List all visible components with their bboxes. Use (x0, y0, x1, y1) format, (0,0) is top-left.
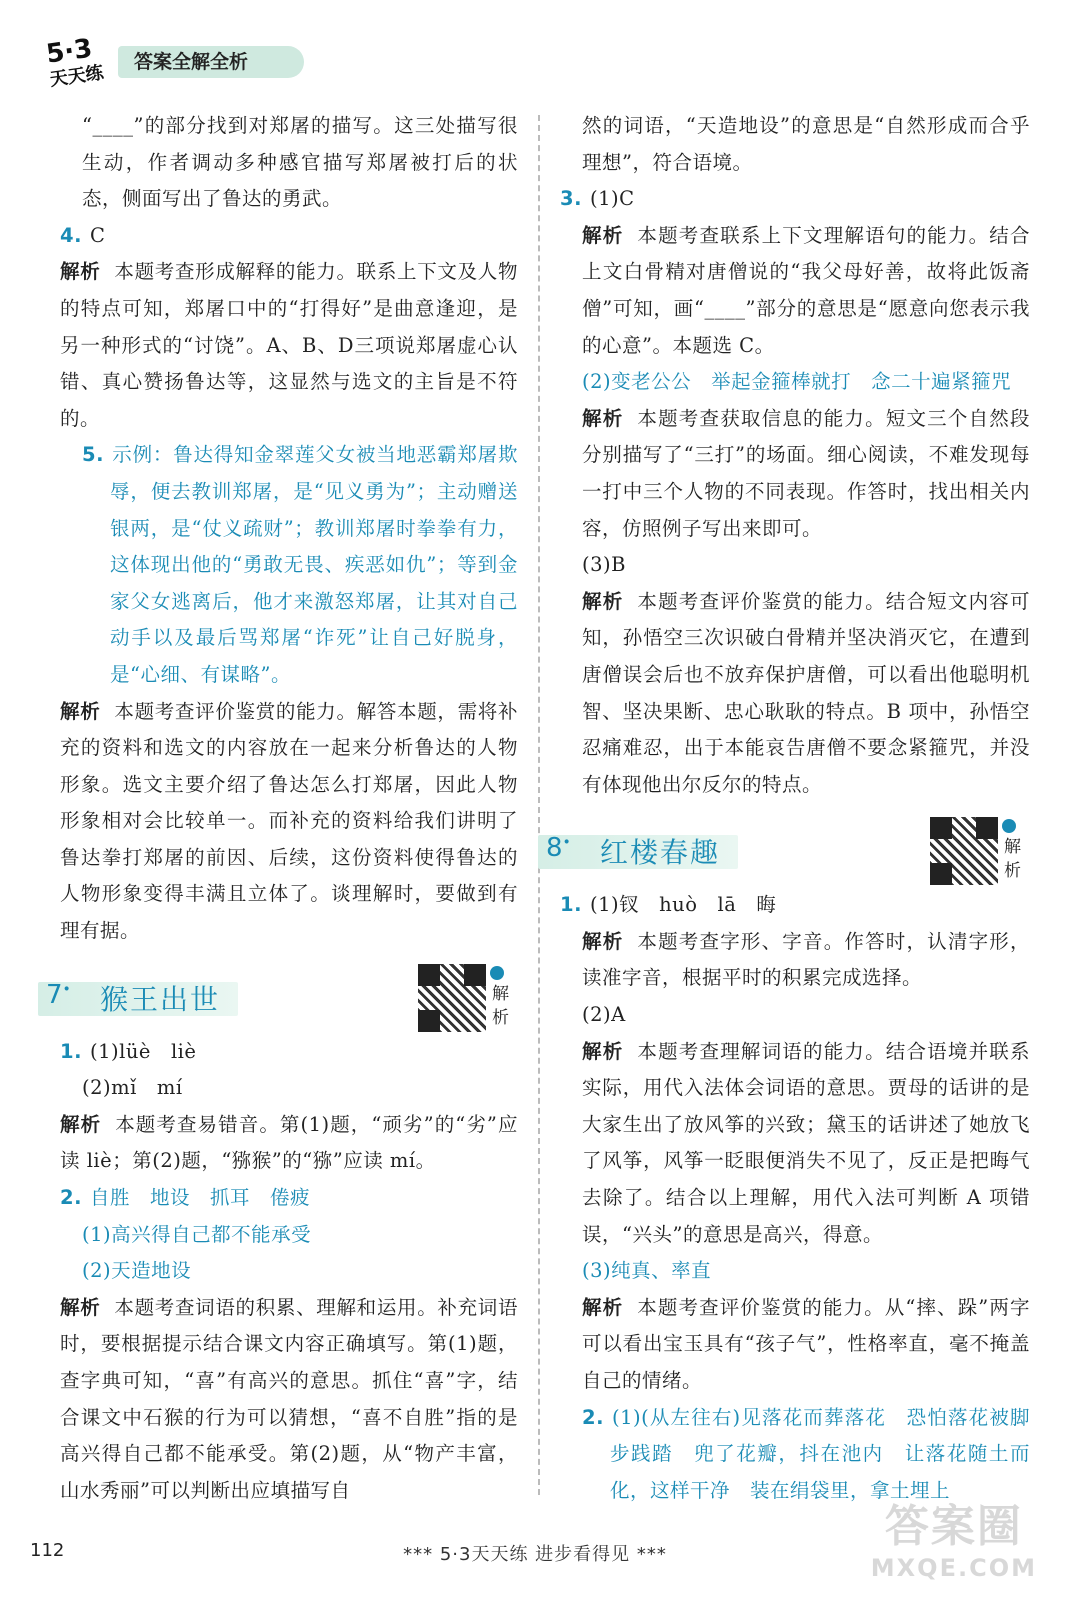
l7-q1-analysis-text: 本题考查易错音。第(1)题，“顽劣”的“劣”应读 liè；第(2)题，“猕猴”的“猕”应读 mí。 (60, 1112, 518, 1173)
q5-analysis (60, 694, 518, 950)
analysis-label: 解析 (60, 1112, 102, 1136)
l8-q1-analysis3-text: 本题考查评价鉴赏的能力。从“摔、跺”两字可以看出宝玉具有“孩子气”，性格率直，毫不掩盖自己的情绪。 (582, 1295, 1030, 1392)
q3-answer2: (2)变老公公 举起金箍棒就打 念二十遍紧箍咒 (582, 370, 1012, 394)
left-column (46, 108, 518, 1509)
q3-answer1 (560, 181, 1030, 218)
q3-answer3: (3)B (582, 553, 626, 577)
page-header (30, 33, 330, 91)
qr-code-link[interactable] (418, 964, 518, 1036)
analysis-label: 解析 (582, 929, 624, 953)
lesson-number: 8• (546, 833, 571, 864)
l7-q1-number: 1. (60, 1039, 82, 1063)
header-tag: 答案全解全析 (118, 46, 304, 78)
l7-q1-analysis (60, 1107, 518, 1180)
q5-answer (60, 437, 518, 693)
q3-a1: (1)C (589, 187, 635, 211)
l8-q1-analysis2 (560, 1034, 1030, 1254)
l8-q1-number: 1. (560, 893, 582, 917)
lesson-title: 猴王出世 (100, 982, 221, 1016)
right-continuation: 然的词语，“天造地设”的意思是“自然形成而合乎理想”，符合语境。 (582, 114, 1030, 174)
lesson-8-heading (546, 817, 1030, 882)
analysis-label: 解析 (582, 223, 624, 247)
l7-q2-answer2: (2)天造地设 (82, 1259, 192, 1283)
l7-q1-answer2: (2)mǐ mí (82, 1076, 183, 1100)
l8-q1-analysis1-text: 本题考查字形、字音。作答时，认清字形，读准字音，根据平时的积累完成选择。 (582, 929, 1030, 990)
analysis-label: 解析 (60, 699, 101, 723)
l8-q1-analysis2-text: 本题考查理解词语的能力。结合语境并联系实际，用代入法体会词语的意思。贾母的话讲的是大家生出了放风筝的兴致；黛玉的话讲述了她放飞了风筝，风筝一眨眼便消失不见了，反正是把晦气去除了。结合以上理解，用代入法可判断 A 项错误，“兴头”的意思是高兴，得意。 (582, 1039, 1030, 1246)
analysis-label: 解析 (60, 1295, 101, 1319)
l7-q2-analysis (60, 1290, 518, 1510)
l7-q2-a0: 自胜 地设 抓耳 倦疲 (89, 1186, 310, 1210)
page-footer (0, 1540, 1065, 1570)
l8-q2-number: 2. (582, 1405, 604, 1429)
l8-q1-answer1 (560, 887, 1030, 924)
q3-number: 3. (560, 187, 582, 211)
q5-answer-text: 示例：鲁达得知金翠莲父女被当地恶霸郑屠欺辱，便去教训郑屠，是“见义勇为”；主动赠送银两，是“仗义疏财”；教训郑屠时拳拳有力，这体现出他的“勇敢无畏、疾恶如仇”；等到金家父女逃离后，他才来激怒郑屠，让其对自己动手以及最后骂郑屠“诈死”让自己好脱身，是“心细、有谋略”。 (110, 443, 518, 686)
q4-analysis (60, 254, 518, 437)
qr-label: 解析 (492, 983, 509, 1028)
q3-analysis2-text: 本题考查获取信息的能力。短文三个自然段分别描写了“三打”的场面。细心阅读，不难发现每一打中三个人物的不同表现。作答时，找出相关内容，仿照例子写出来即可。 (582, 406, 1030, 540)
l8-q1-answer3: (3)纯真、率直 (582, 1259, 712, 1283)
logo (45, 34, 106, 93)
analysis-label: 解析 (582, 406, 624, 430)
q5-number: 5. (82, 443, 104, 467)
q4-answer-text: C (89, 223, 106, 247)
analysis-label: 解析 (582, 1295, 624, 1319)
l8-q1-analysis1 (560, 924, 1030, 997)
watermark-line2: MXQE.COM (870, 1554, 1037, 1582)
footer-slogan: *** 5·3天天练 进步看得见 *** (403, 1544, 667, 1565)
l8-q2-answer-text: (1)(从左往右)见落花而葬落花 恐怕落花被脚步践踏 兜了花瓣，抖在池内 让落花随土而化，这样干净 装在绢袋里，拿土埋上 (610, 1405, 1030, 1502)
q4-answer (60, 218, 518, 255)
q3-analysis3 (560, 584, 1030, 804)
lesson-title: 红楼春趣 (600, 836, 721, 870)
l8-q1-analysis3 (560, 1290, 1030, 1400)
watermark-line1: 答案圈 (884, 1501, 1023, 1552)
left-continuation: “____”的部分找到对郑屠的描写。这三处描写很生动，作者调动多种感官描写郑屠被打后的状态，侧面写出了鲁达的勇武。 (82, 114, 518, 211)
l8-q1-answer2: (2)A (582, 1003, 626, 1027)
q5-analysis-text: 本题考查评价鉴赏的能力。解答本题，需将补充的资料和选文的内容放在一起来分析鲁达的人物形象。选文主要介绍了鲁达怎么打郑屠，因此人物形象相对会比较单一。而补充的资料给我们讲明了鲁达拳打郑屠的前因、后续，这份资料使得鲁达的人物形象变得丰满且立体了。谈理解时，要做到有理有据。 (60, 699, 518, 943)
column-divider (538, 115, 540, 1495)
q3-analysis1 (560, 218, 1030, 364)
analysis-label: 解析 (582, 589, 624, 613)
lesson-number-text: 8 (546, 833, 563, 864)
l7-q2-analysis-text: 本题考查词语的积累、理解和运用。补充词语时，要根据提示结合课文内容正确填写。第(1)题，查字典可知，“喜”有高兴的意思。抓住“喜”字，结合课文中石猴的行为可以猜想，“喜不自胜”指的是高兴得自己都不能承受。第(2)题，从“物产丰富，山水秀丽”可以判断出应填描写自 (60, 1295, 518, 1502)
q4-number: 4. (60, 223, 82, 247)
page-number: 112 (30, 1540, 65, 1561)
l7-q2-answer (60, 1180, 518, 1217)
l7-q1-a1: (1)lüè liè (89, 1039, 197, 1063)
l7-q2-answer1: (1)高兴得自己都不能承受 (82, 1222, 312, 1246)
lesson-7-heading (46, 964, 518, 1028)
q3-analysis2 (560, 401, 1030, 547)
logo-line2: 天天练 (48, 62, 105, 91)
right-column (546, 108, 1030, 1509)
play-icon (1002, 819, 1016, 833)
l7-q1-answer (60, 1034, 518, 1071)
lesson-number-text: 7 (46, 979, 63, 1010)
qr-label: 解析 (1004, 837, 1021, 882)
q4-analysis-text: 本题考查形成解释的能力。联系上下文及人物的特点可知，郑屠口中的“打得好”是曲意逢迎，是另一种形式的“讨饶”。A、B、D三项说郑屠虚心认错、真心赞扬鲁达等，这显然与选文的主旨是不符的。 (60, 260, 518, 430)
q3-analysis3-text: 本题考查评价鉴赏的能力。结合短文内容可知，孙悟空三次识破白骨精并坚决消灭它，在遭到唐僧误会后也不放弃保护唐僧，可以看出他聪明机智、坚决果断、忠心耿耿的特点。B 项中，孙悟空忍痛难忍，出于本能哀告唐僧不要念紧箍咒，并没有体现他出尔反尔的特点。 (582, 589, 1030, 796)
play-icon (490, 966, 504, 980)
analysis-label: 解析 (60, 260, 101, 284)
lesson-number: 7• (46, 979, 71, 1010)
analysis-label: 解析 (582, 1039, 624, 1063)
l7-q2-number: 2. (60, 1186, 82, 1210)
qr-code-icon (418, 964, 486, 1032)
l8-q1-a1: (1)钗 huò lā 晦 (589, 893, 777, 917)
logo-line1: 5·3 (44, 33, 95, 70)
qr-code-link[interactable] (930, 817, 1030, 889)
q3-analysis1-text: 本题考查联系上下文理解语句的能力。结合上文白骨精对唐僧说的“我父母好善，故将此饭斋僧”可知，画“____”部分的意思是“愿意向您表示我的心意”。本题选 C。 (582, 223, 1030, 357)
qr-code-icon (930, 817, 998, 885)
